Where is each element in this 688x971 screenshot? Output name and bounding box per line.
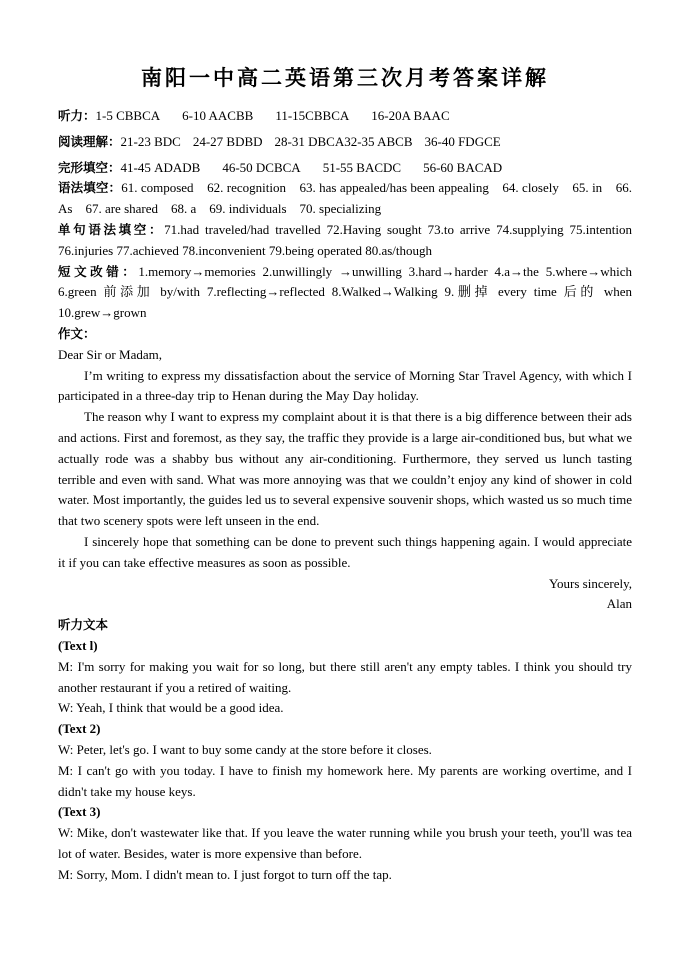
- dialogue-line: W: Yeah, I think that would be a good idea.: [58, 700, 284, 716]
- text-heading: (Text l): [58, 637, 98, 653]
- dialogue-line: W: Peter, let's go. I want to buy some candy at the store before it closes.: [58, 741, 432, 757]
- listening-label: 听力：: [58, 108, 96, 123]
- word-answers: [58, 220, 632, 262]
- letter-paragraph: I sincerely hope that something can be done to prevent such things happening again. I would appreciate it if you can take effective measures as soon as possible.: [58, 533, 632, 570]
- dialogue-line: M: I can't go with you today. I have to finish my homework here. My parents are working overtime, and I didn't take my house keys.: [58, 762, 632, 799]
- cloze-answers: [58, 158, 632, 179]
- grammar-label: 语法填空：: [58, 180, 122, 196]
- answer-group: 16-20A BAAC: [371, 108, 450, 123]
- listening-answers: [58, 106, 632, 127]
- text-heading: (Text 2): [58, 721, 101, 737]
- answer-group: 41-45 ADADB: [120, 159, 201, 175]
- letter-signature: Alan: [606, 596, 632, 612]
- dialogue-line: M: Sorry, Mom. I didn't mean to. I just forgot to turn off the tap.: [58, 866, 392, 882]
- answer-group: 51-55 BACDC: [322, 159, 402, 175]
- page-title: 南阳一中高二英语第三次月考答案详解: [141, 65, 549, 90]
- answer-group: 6-10 AACBB: [182, 108, 254, 123]
- letter-greeting: Dear Sir or Madam,: [58, 346, 162, 362]
- answer-group: 11-15CBBCA: [275, 108, 350, 123]
- answer-group: 56-60 BACAD: [423, 159, 503, 175]
- correction-label: 短文改错：: [58, 263, 139, 279]
- answer-group: 28-31 DBCA32-35 ABCB: [274, 133, 413, 149]
- correction-text: 1.memory→memories 2.unwillingly →unwilling 3.hard→harder 4.a→the 5.where→which 6.green 前添加 by/with 7.reflecting→reflected 8.Walked→Walking 9.删掉 every time 后的 when 10.grew→grown: [58, 263, 632, 321]
- writing-label: 作文：: [58, 325, 96, 341]
- grammar-answers: [58, 178, 635, 220]
- correction-answers: [58, 262, 632, 324]
- letter-closing: Yours sincerely,: [548, 575, 632, 591]
- grammar-text: 61. composed 62. recognition 63. has appealed/has been appealing 64. closely 65. in 66. As 67. are shared 68. a 69. individuals 70. specializing: [58, 180, 635, 217]
- word-text: 71.had traveled/had travelled 72.Having sought 73.to arrive 74.supplying 75.intention 76.injuries 77.achieved 78.inconvenient 79.being operated 80.as/though: [58, 221, 632, 258]
- dialogue-line: M: I'm sorry for making you wait for so long, but there still aren't any empty tables. I think you should try another restaurant if you a retired of waiting.: [58, 658, 632, 695]
- dialogue-line: W: Mike, don't wastewater like that. If you leave the water running while you brush your teeth, you'll was tea lot of water. Besides, water is more expensive than before.: [58, 825, 632, 861]
- answer-group: 24-27 BDBD: [192, 133, 263, 149]
- answer-group: 36-40 FDGCE: [424, 133, 501, 149]
- letter-paragraph: I’m writing to express my dissatisfaction about the service of Morning Star Travel Agency, with which I participated in a three-day trip to Henan during the May Day holiday.: [58, 367, 632, 404]
- reading-label: 阅读理解：: [58, 133, 121, 149]
- reading-answers: [58, 132, 632, 153]
- letter-paragraph: The reason why I want to express my complaint about it is that there is a big difference between their ads and actions. First and foremost, as they say, the traffic they provide is a large air-conditioned bus, but what we actually rode was a shabby bus without any air-conditioning. Furthermore, they served us lunch tasting terrible and even with sand. What was more annoying was that we couldn’t enjoy any kind of shower in cold water. Most importantly, the guides led us to several expensive souvenir shops, which wasted us so much time that two scenery spots were left unseen in the end.: [58, 409, 632, 529]
- transcript-label: 听力文本: [58, 617, 109, 633]
- answer-group: 1-5 CBBCA: [95, 108, 161, 123]
- answer-group: 46-50 DCBCA: [222, 159, 301, 175]
- cloze-label: 完形填空：: [58, 159, 121, 175]
- text-heading: (Text 3): [58, 804, 101, 820]
- answer-group: 21-23 BDC: [120, 133, 181, 149]
- word-label: 单句语法填空：: [58, 221, 165, 237]
- document-page: [58, 62, 635, 885]
